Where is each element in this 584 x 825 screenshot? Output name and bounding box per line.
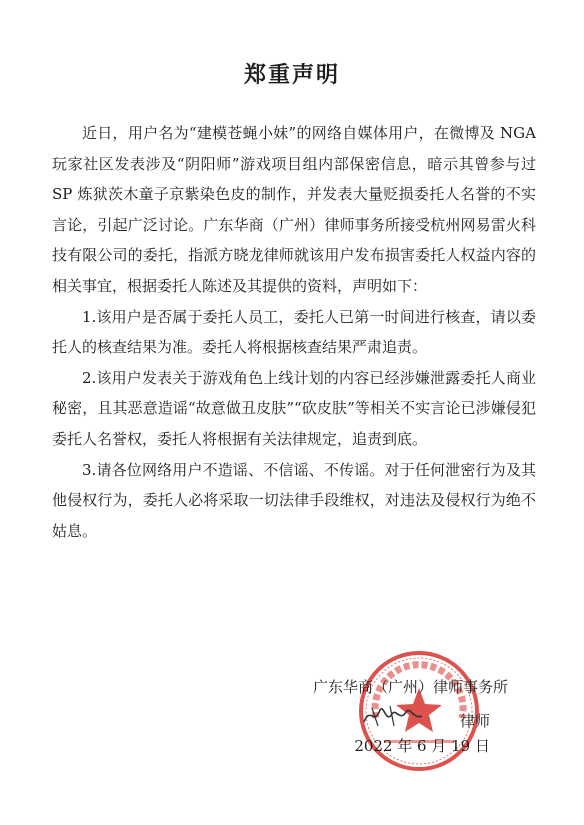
signature-lawyer: 律师: [459, 712, 490, 730]
paragraph-point-2: 2.该用户发表关于游戏角色上线计划的内容已经涉嫌泄露委托人商业秘密，且其恶意造谣“故意做丑皮肤”“砍皮肤”等相关不实言论已涉嫌侵犯委托人名誉权，委托人将根据有关法律规定，追责到底。: [52, 368, 536, 448]
document-title: 郑重声明: [243, 63, 340, 88]
paragraph-intro: 近日，用户名为“建模苍蝇小妹”的网络自媒体用户，在微博及 NGA 玩家社区发表涉及“阴阳师”游戏项目组内部保密信息，暗示其曾参与过 SP 炼狱茨木童子京紫染色皮的制作，并发表大量贬损委托人名誉的不实言论，引起广泛讨论。广东华商（广州）律师事务所接受杭州网易雷火科技有限公司的委托，指派方晓龙律师就该用户发布损害委托人权益内容的相关事宜，根据委托人陈述及其提供的资料，声明如下：: [52, 124, 536, 295]
signature-date: 2022 年 6 月 19 日: [354, 737, 490, 755]
signature-firm: 广东华商（广州）律师事务所: [312, 678, 508, 696]
document-body: [52, 118, 536, 546]
paragraph-point-3: 3.请各位网络用户不造谣、不信谣、不传谣。对于任何泄密行为及其他侵权行为，委托人必将采取一切法律手段维权，对违法及侵权行为绝不姑息。: [52, 460, 536, 540]
paragraph-point-1: 1.该用户是否属于委托人员工，委托人已第一时间进行核查，请以委托人的核查结果为准。委托人将根据核查结果严肃追责。: [52, 307, 536, 357]
